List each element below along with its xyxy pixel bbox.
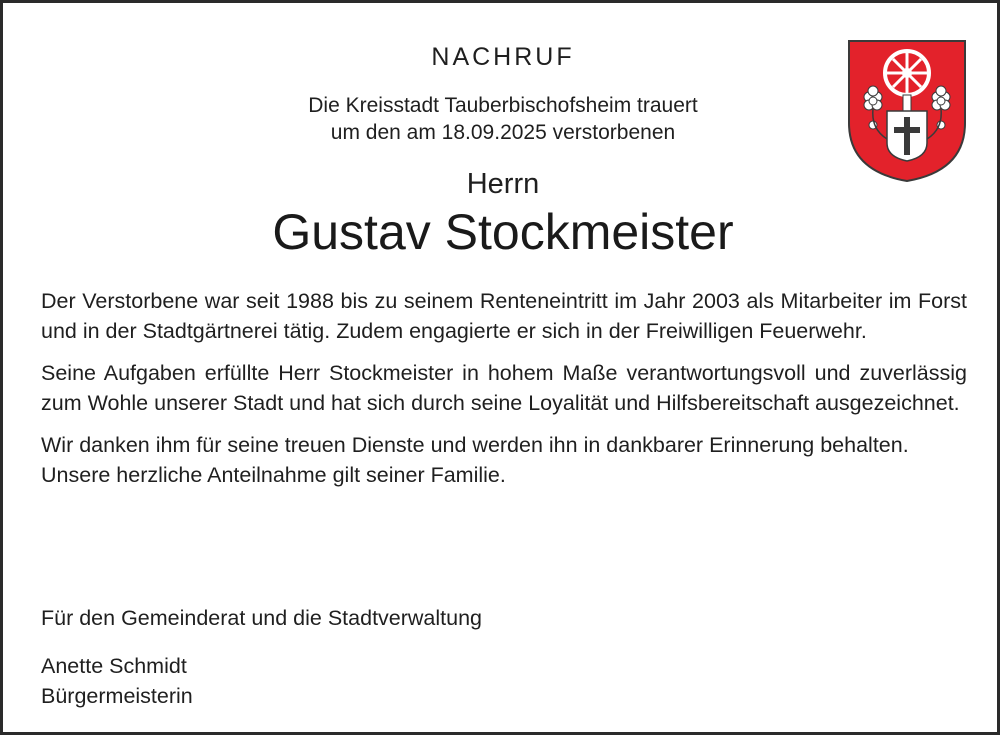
coat-of-arms-icon [847,39,967,183]
salutation: Herrn [466,168,540,200]
intro-line-2: um den am 18.09.2025 verstorbenen [330,121,676,144]
signer-role: Bürgermeisterin [41,684,193,708]
paragraph-merits: Seine Aufgaben erfüllte Herr Stockmeister in hohem Maße verantwortungsvoll und zuverlässig zum Wohle unserer Stadt und hat sich durch seine Loyalität und Hilfsbereitschaft ausgezeichnet. [41,361,967,415]
intro-line-1: Die Kreisstadt Tauberbischofsheim trauert [308,94,698,117]
paragraph-career: Der Verstorbene war seit 1988 bis zu seinem Renteneintritt im Jahr 2003 als Mitarbeiter im Forst und in der Stadtgärtnerei tätig. Zudem engagierte er sich in der Freiwilligen Feuerwehr. [41,289,967,343]
deceased-name: Gustav Stockmeister [272,204,734,260]
signer-name: Anette Schmidt [41,654,187,678]
paragraph-thanks: Wir danken ihm für seine treuen Dienste und werden ihn in dankbarer Erinnerung behalten. [41,433,909,457]
obituary-body [41,286,967,502]
on-behalf-line: Für den Gemeinderat und die Stadtverwaltung [41,606,483,630]
condolence-line: Unsere herzliche Anteilnahme gilt seiner Familie. [41,463,506,487]
notice-title: NACHRUF [431,43,575,71]
signature-block [41,603,967,711]
